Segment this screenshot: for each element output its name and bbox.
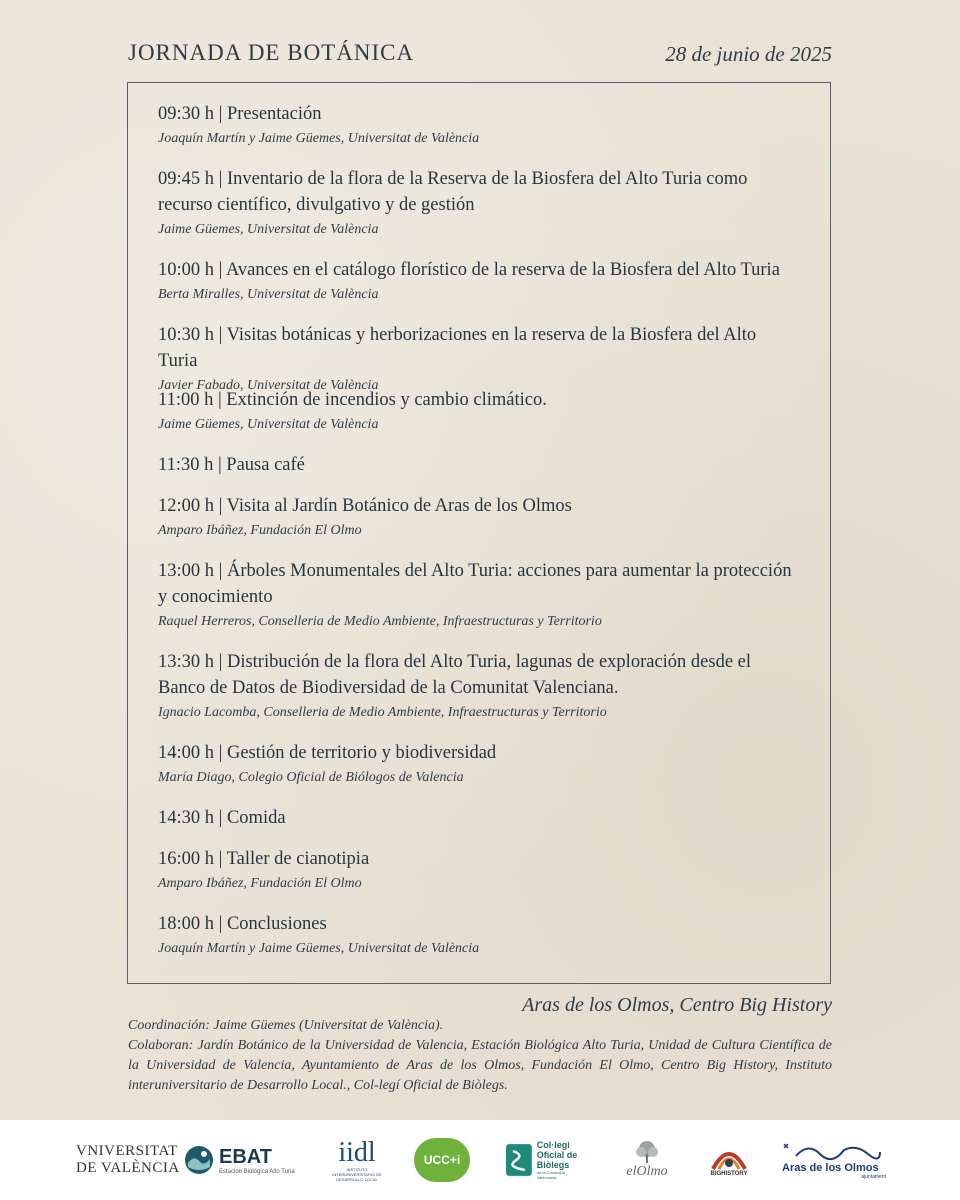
- ebat-logo: [184, 1134, 296, 1186]
- ebat-emblem-icon: [184, 1145, 214, 1175]
- cob-logo: [505, 1134, 585, 1186]
- program-item: [158, 387, 798, 434]
- elolmo-name: elOlmo: [626, 1164, 668, 1179]
- session-title: 14:00 h | Gestión de territorio y biodiversidad: [158, 743, 497, 763]
- iidl-subtitle: INSTITUTO INTERUNIVERSITARIO DE DESARROLLO LOCAL: [332, 1166, 382, 1182]
- program-item: [158, 257, 798, 304]
- ebat-name: EBAT: [219, 1145, 272, 1168]
- session-speaker: María Diago, Colegio Oficial de Biólogos de Valencia: [158, 770, 464, 785]
- elolmo-logo: [618, 1134, 676, 1186]
- session-speaker: Joaquín Martín y Jaime Güemes, Universitat de València: [158, 131, 480, 146]
- event-date: 28 de junio de 2025: [665, 42, 832, 66]
- session-speaker: Amparo Ibáñez, Fundación El Olmo: [158, 523, 362, 538]
- session-title: 16:00 h | Taller de cianotipia: [158, 849, 370, 869]
- session-speaker: Jaime Güemes, Universitat de València: [158, 417, 379, 432]
- session-title: 09:45 h | Inventario de la flora de la Reserva de la Biosfera del Alto Turia como recurso científico, divulgativo y de gestión: [158, 169, 748, 215]
- session-speaker: Ignacio Lacomba, Conselleria de Medio Ambiente, Infraestructuras y Territorio: [158, 705, 607, 720]
- uv-logo-line1: VNIVERSITAT: [76, 1143, 178, 1159]
- program-item: [158, 740, 798, 787]
- aras-name: Aras de los Olmos: [782, 1162, 879, 1174]
- program-item: [158, 911, 798, 958]
- program-item: [158, 493, 798, 540]
- session-speaker: Jaime Güemes, Universitat de València: [158, 222, 379, 237]
- aras-logo: [782, 1134, 886, 1186]
- ebat-subtitle: Estación Biológica Alto Turia: [219, 1168, 295, 1175]
- cob-subtitle: de la Comunitat Valenciana: [536, 1170, 565, 1180]
- aras-subtitle: ajuntament: [861, 1174, 886, 1180]
- collaborators-text: Colaboran: Jardín Botánico de la Universidad de Valencia, Estación Biológica Alto Turia, Unidad de Cultura Científica de la Universidad de Valencia, Ayuntamiento de Aras de los Olmos, Fundación El Olmo, Centro Big History, Instituto interuniversitario de Desarrollo Local., Col-legí Oficial de Biòlegs.: [128, 1038, 832, 1093]
- program-item: [158, 452, 798, 478]
- session-title: 09:30 h | Presentación: [158, 104, 322, 124]
- tree-icon: [634, 1140, 660, 1164]
- session-title: 10:00 h | Avances en el catálogo florístico de la reserva de la Biosfera del Alto Turia: [158, 260, 780, 280]
- ucc-logo: [414, 1134, 470, 1186]
- logo-bar: [0, 1120, 960, 1200]
- session-speaker: Joaquín Martín y Jaime Güemes, Universitat de València: [158, 941, 480, 956]
- cob-line2: Oficial de: [536, 1150, 578, 1160]
- session-title: 12:00 h | Visita al Jardín Botánico de Aras de los Olmos: [158, 496, 572, 516]
- aras-emblem-icon: [782, 1140, 882, 1162]
- session-speaker: Berta Miralles, Universitat de València: [158, 287, 379, 302]
- session-title: 14:30 h | Comida: [158, 808, 286, 828]
- program-item: [158, 101, 798, 148]
- program-item: [158, 322, 798, 395]
- session-speaker: Amparo Ibáñez, Fundación El Olmo: [158, 876, 362, 891]
- page-title: JORNADA DE BOTÁNICA: [128, 40, 415, 65]
- bighistory-name: BIGHISTORY: [710, 1171, 748, 1177]
- ucc-badge: [414, 1138, 470, 1182]
- session-title: 11:00 h | Extinción de incendios y cambio climático.: [158, 390, 547, 410]
- program-item: [158, 166, 798, 239]
- cob-line1: Col·legi: [536, 1140, 570, 1150]
- ucc-name: UCC+i: [423, 1153, 461, 1167]
- uv-logo-line2: DE VALÈNCIA: [76, 1160, 180, 1176]
- session-title: 13:00 h | Árboles Monumentales del Alto Turia: acciones para aumentar la protección y conocimiento: [158, 561, 792, 607]
- uv-logo: [76, 1134, 180, 1186]
- credits: [128, 1016, 832, 1096]
- bighistory-emblem-icon: [709, 1143, 749, 1171]
- session-title: 11:30 h | Pausa café: [158, 455, 305, 475]
- session-speaker: Raquel Herreros, Conselleria de Medio Ambiente, Infraestructuras y Territorio: [158, 614, 602, 629]
- program-item: [158, 649, 798, 722]
- session-title: 13:30 h | Distribución de la flora del Alto Turia, lagunas de exploración desde el Banco de Datos de Biodiversidad de la Comunitat Valenciana.: [158, 652, 752, 698]
- program-item: [158, 846, 798, 893]
- program-item: [158, 805, 798, 831]
- iidl-name: iidl: [338, 1136, 376, 1168]
- bighistory-logo: [706, 1134, 752, 1186]
- session-speaker: Javier Fabado, Universitat de València: [158, 378, 379, 393]
- program-item: [158, 558, 798, 631]
- session-title: 18:00 h | Conclusiones: [158, 914, 327, 934]
- iidl-logo: [330, 1134, 384, 1186]
- session-title: 10:30 h | Visitas botánicas y herborizaciones en la reserva de la Biosfera del Alto Turia: [158, 325, 757, 371]
- coordination-text: Coordinación: Jaime Güemes (Universitat de València).: [128, 1018, 444, 1033]
- cob-line3: Biòlegs: [536, 1160, 570, 1170]
- cob-emblem-icon: [505, 1143, 533, 1177]
- venue: Aras de los Olmos, Centro Big History: [522, 994, 832, 1016]
